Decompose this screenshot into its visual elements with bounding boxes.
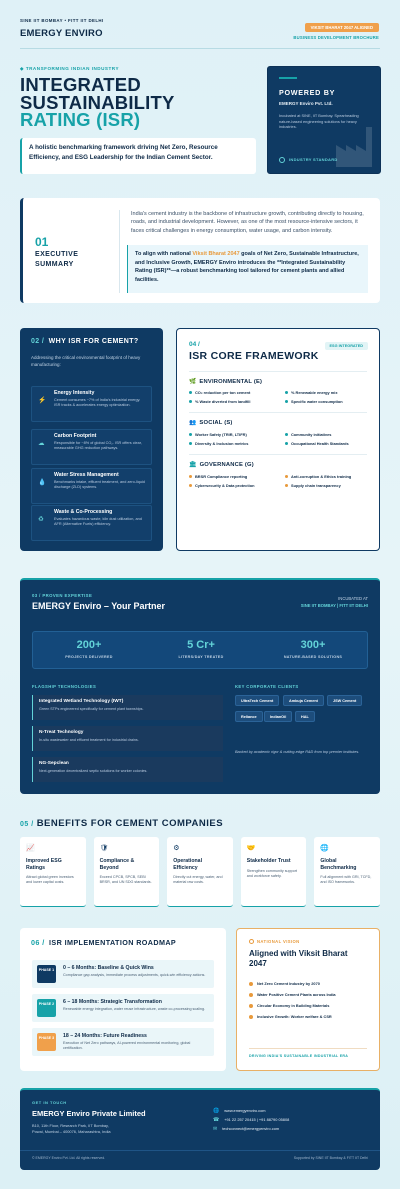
exec-paragraph: India's cement industry is the backbone of infrastructure growth, contributing directly to housing, roads, and industrial development. However, as one of the most resource-intensive sectors, it faces critical challenges in energy consumption, water usage, and carbon intensity. xyxy=(131,211,364,234)
phase-badge: PHASE 3 xyxy=(37,1033,56,1051)
check-circle-icon xyxy=(279,157,285,163)
why-intro: Addressing the critical environmental footprint of heavy manufacturing: xyxy=(31,355,141,367)
client-chip: UltraTech Cement xyxy=(235,695,279,706)
tech-heading: FLAGSHIP TECHNOLOGIES xyxy=(32,684,97,689)
globe-icon: 🌐 xyxy=(213,1108,220,1114)
brand-name: EMERGY ENVIRO xyxy=(20,28,103,39)
globe-icon: 🌐 xyxy=(320,845,330,852)
benefits-heading: 05 / BENEFITS FOR CEMENT COMPANIES xyxy=(20,818,224,829)
phase-badge: PHASE 2 xyxy=(37,999,56,1017)
soc-item: Community initiatives xyxy=(285,432,331,437)
tech-item-ntreat: N-Treat Technology In-situ wastewater and effluent treatment for industrial drains. xyxy=(32,726,223,751)
company-name: EMERGY Enviro Private Limited xyxy=(32,1109,146,1118)
building-icon: 🏛 xyxy=(189,462,197,468)
stat-solutions: 300+ NATURE-BASED SOLUTIONS xyxy=(283,639,343,659)
roadmap-panel xyxy=(20,928,226,1071)
partner-kicker: 03 / PROVEN EXPERTISE xyxy=(32,593,93,598)
roadmap-step-2: PHASE 2 6 – 18 Months: Strategic Transformation Renewable energy integration, water reuse infrastructure, waste co-processing scaling. xyxy=(32,994,214,1022)
exec-number: 01 xyxy=(35,235,49,249)
env-item: CO₂ reduction per ton cement xyxy=(189,390,250,395)
handshake-icon: 🤝 xyxy=(246,845,256,852)
hero-kicker: ◆ TRANSFORMING INDIAN INDUSTRY xyxy=(20,66,120,71)
benefit-card-trust: 🤝 Stakeholder Trust Strengthen community support and workforce safety. xyxy=(241,837,307,907)
env-item: % Waste diverted from landfill xyxy=(189,399,250,404)
mail-icon: ✉ xyxy=(213,1126,218,1132)
client-chip: Reliance xyxy=(235,711,263,722)
vision-footer: DRIVING INDIA'S SUSTAINABLE INDUSTRIAL ERA xyxy=(249,1048,367,1058)
water-drop-icon: 💧 xyxy=(38,479,47,486)
hero-description: A holistic benchmarking framework driving Net Zero, Resource Efficiency, and ESG Leadership for the Indian Cement Sector. xyxy=(20,138,256,174)
gov-item: Cybersecurity & Data protection xyxy=(189,483,254,488)
brochure-label: BUSINESS DEVELOPMENT BROCHURE xyxy=(293,35,379,40)
supported-by: Supported by SINE IIT Bombay & FITT IIT Delhi xyxy=(293,1156,368,1160)
phone-icon: ☎ xyxy=(213,1117,220,1123)
incubated-at: INCUBATED AT SINE IIT BOMBAY | FITT IIT DELHI xyxy=(300,596,368,608)
why-card-water: 💧 Water Stress Management Benchmarks intake, effluent treatment, and zero-liquid discharge (ZLD) systems. xyxy=(31,468,152,504)
stat-projects: 200+ PROJECTS DELIVERED xyxy=(65,639,113,659)
backed-note: Backed by academic rigor & cutting-edge R&D from top premier institutes. xyxy=(235,750,360,754)
roadmap-step-1: PHASE 1 0 – 6 Months: Baseline & Quick Wins Compliance gap analysis, immediate process adjustments, quick-win efficiency actions. xyxy=(32,960,214,988)
client-chip: Ambuja Cement xyxy=(283,695,324,706)
core-title: ISR CORE FRAMEWORK xyxy=(189,350,319,362)
why-card-carbon: ☁ Carbon Footprint Responsible for ~8% of global CO₂. ISR offers clear, measurable GHG reduction pathways. xyxy=(31,429,152,465)
partner-title: EMERGY Enviro – Your Partner xyxy=(32,601,166,611)
benefit-card-esg: 📈 Improved ESG Ratings Attract global green investors and lower capital costs. xyxy=(20,837,86,907)
industry-standard: INDUSTRY STANDARD xyxy=(279,157,338,163)
phone-link[interactable]: ☎ +91 22 257 20415 | +91 88790 05808 xyxy=(213,1117,290,1123)
vision-panel xyxy=(236,928,380,1071)
footer-kicker: GET IN TOUCH xyxy=(32,1100,67,1105)
email-link[interactable]: ✉ techconnect@emergyenviro.com xyxy=(213,1126,280,1132)
client-chip: JSW Cement xyxy=(327,695,362,706)
tech-item-ngsepclean: NG-Sepclean Next-generation decentralized septic solutions for worker colonies. xyxy=(32,757,223,782)
vision-kicker: NATIONAL VISION xyxy=(249,939,367,944)
gear-icon: ⚙ xyxy=(173,845,180,852)
powered-title: POWERED BY xyxy=(279,88,336,97)
exec-divider xyxy=(119,210,120,293)
vision-item: Net Zero Cement Industry by 2070 xyxy=(249,981,320,986)
client-chip: IndianOil xyxy=(264,711,292,722)
clients-heading: KEY CORPORATE CLIENTS xyxy=(235,684,299,689)
gov-item: Anti-corruption & Ethics training xyxy=(285,474,351,479)
leaf-icon: 🌿 xyxy=(189,379,197,385)
esg-tag: ESG INTEGRATED xyxy=(325,342,368,350)
benefit-card-compliance: 🛡 Compliance & Beyond Exceed CPCB, SPCB, SEBI BRSR, and UN SDG standards. xyxy=(94,837,160,907)
trend-up-icon: 📈 xyxy=(26,845,35,852)
benefit-card-efficiency: ⚙ Operational Efficiency Directly cut energy, water, and material raw costs. xyxy=(167,837,233,907)
website-link[interactable]: 🌐 www.emergyenviro.com xyxy=(213,1108,266,1114)
factory-icon xyxy=(334,123,374,167)
vision-item: Inclusive Growth: Worker welfare & CSR xyxy=(249,1014,332,1019)
exec-highlight-box: To align with national Viksit Bharat 2047 goals of Net Zero, Sustainable Infrastructure, and Inclusive Growth, EMERGY Enviro introduces the **Integrated Sustainability Rating (ISR)**—a robust benchmarking tool tailored for cement plants and allied facilities. xyxy=(127,245,368,293)
soc-item: Occupational Health Standards xyxy=(285,441,349,446)
why-heading: 02 / WHY ISR FOR CEMENT? xyxy=(31,338,139,345)
viksit-badge: VIKSIT BHARAT 2047 ALIGNED xyxy=(305,23,379,32)
env-item: % Renewable energy mix xyxy=(285,390,338,395)
gov-item: Supply chain transparency xyxy=(285,483,341,488)
why-isr-panel xyxy=(20,328,163,551)
hero-title: INTEGRATED SUSTAINABILITY RATING (ISR) xyxy=(20,74,175,130)
stat-liters: 5 Cr+ LITERS/DAY TREATED xyxy=(178,639,224,659)
powered-by-card xyxy=(267,66,381,174)
contact-footer xyxy=(20,1088,380,1170)
powered-org: EMERGY Enviro Pvt. Ltd. xyxy=(279,101,333,106)
partner-panel xyxy=(20,578,380,794)
vision-item: Circular Economy in Building Materials xyxy=(249,1003,329,1008)
soc-item: Worker Safety (TRIR, LTIFR) xyxy=(189,432,247,437)
tech-item-iwt: Integrated Wetland Technology (IWT) Green STPs engineered specifically for cement plant townships. xyxy=(32,695,223,720)
powered-text: Incubated at SINE, IIT Bombay. Spearheading nature-based engineering solutions for heavy industries. xyxy=(279,113,359,130)
core-framework-panel xyxy=(176,328,380,551)
why-card-energy: ⚡ Energy Intensity Cement consumes ~7% of India's industrial energy. ISR tracks & accelerates energy optimization. xyxy=(31,386,152,422)
recycle-icon: ♻ xyxy=(38,516,44,523)
header-affiliations: SINE IIT BOMBAY • FITT IIT DELHI xyxy=(20,18,104,23)
exec-title: EXECUTIVE SUMMARY xyxy=(35,251,79,268)
stats-bar xyxy=(32,631,368,669)
roadmap-step-3: PHASE 3 18 – 24 Months: Future Readiness Execution of Net Zero pathways, AI-powered environmental monitoring, global certification. xyxy=(32,1028,214,1056)
lightning-icon: ⚡ xyxy=(38,397,47,404)
social-heading: 👥 SOCIAL (S) xyxy=(189,420,233,426)
header-divider xyxy=(20,48,380,49)
company-address: B10, 11th Floor, Research Park, IIT Bombay, Powai, Mumbai – 400076, Maharashtra, India xyxy=(32,1123,111,1134)
client-chip: HAL xyxy=(295,711,315,722)
gov-item: BRSR Compliance reporting xyxy=(189,474,247,479)
core-number: 04 / xyxy=(189,341,200,348)
shield-icon: 🛡 xyxy=(99,845,109,852)
copyright: © EMERGY Enviro Pvt. Ltd. All rights reserved. xyxy=(32,1156,106,1160)
cloud-icon: ☁ xyxy=(38,440,45,447)
governance-heading: 🏛 GOVERNANCE (G) xyxy=(189,462,254,468)
vision-title: Aligned with Viksit Bharat 2047 xyxy=(249,949,348,969)
soc-item: Diversity & Inclusion metrics xyxy=(189,441,248,446)
benefit-card-global: 🌐 Global Benchmarking Full alignment with GRI, TCFD, and ISO frameworks. xyxy=(314,837,380,907)
phase-badge: PHASE 1 xyxy=(37,965,56,983)
environmental-heading: 🌿 ENVIRONMENTAL (E) xyxy=(189,379,263,385)
vision-item: Water Positive Cement Plants across India xyxy=(249,992,336,997)
people-icon: 👥 xyxy=(189,420,197,426)
target-icon xyxy=(249,939,254,944)
why-card-waste: ♻ Waste & Co-Processing Evaluates hazardous waste, kiln dust utilization, and AFR (Alternative Fuels) efficiency. xyxy=(31,505,152,541)
env-item: Specific water consumption xyxy=(285,399,343,404)
roadmap-heading: 06 / ISR IMPLEMENTATION ROADMAP xyxy=(31,938,177,947)
